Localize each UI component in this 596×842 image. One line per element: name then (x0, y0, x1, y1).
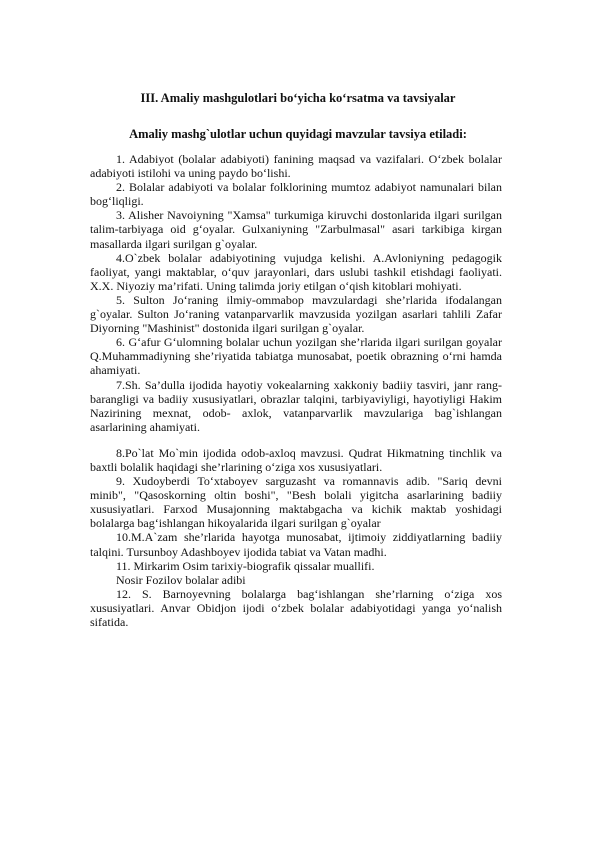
topic-item-7: 7.Sh. Sa’dulla ijodida hayotiy vokealarning xakkoniy badiiy tasviri, janr rang-barangligi va badiiy xususiyatlari, obrazlar talqini, tarbiyaviyligi, hayotiyligi Hakim Nazirining mexnat, odob- axlok, vatanparvarlik mavzulariga bag`ishlangan asarlarining ahamiyati. (90, 377, 502, 434)
topic-list (90, 152, 502, 629)
topic-item-12: 12. S. Barnoyevning bolalarga bag‘ishlangan she’rlarning o‘ziga xos xususiyatlari. Anvar Obidjon ijodi o‘zbek bolalar adabiyotidagi yanga yo‘nalish sifatida. (90, 586, 502, 629)
topic-item-4: 4.O`zbek bolalar adabiyotining vujudga kelishi. A.Avloniyning pedagogik faoliyat, yangi maktablar, o‘quv jarayonlari, dars uslubi tashkil etishdagi faoliyati. X.X. Niyoziy ma’rifati. Uning talimda joriy etilgan o‘qish kitoblari mohiyati. (90, 250, 502, 293)
section-subtitle: Amaliy mashg`ulotlar uchun quyidagi mavzular tavsiya etiladi: (129, 127, 467, 141)
topic-item-11-continued: Nosir Fozilov bolalar adibi (116, 572, 246, 587)
topic-item-1: 1. Adabiyot (bolalar adabiyoti) fanining maqsad va vazifalari. O‘zbek bolalar adabiyoti istilohi va uning paydo bo‘lishi. (90, 152, 502, 181)
topic-item-8: 8.Po`lat Mo`min ijodida odob-axloq mavzusi. Qudrat Hikmatning tinchlik va baxtli bolalik haqidagi she’rlarining o‘ziga xos xususiyatlari. (90, 445, 502, 474)
section-title: III. Amaliy mashgulotlari bo‘yicha ko‘rsatma va tavsiyalar (140, 91, 456, 105)
topic-item-11: 11. Mirkarim Osim tarixiy-biografik qissalar muallifi. (116, 558, 375, 573)
topic-item-6: 6. G‘afur G‘ulomning bolalar uchun yozilgan she’rlarida ilgari surilgan goyalar Q.Muhammadiyning she’riyatida tabiatga munosabat, poetik obrazning o‘rni hamda ahamiyati. (90, 335, 502, 378)
topic-item-3: 3. Alisher Navoiyning "Xamsa" turkumiga kiruvchi dostonlarida ilgari surilgan talim-tarbiyaga oid g‘oyalar. Gulxaniyning "Zarbulmasal" asari tarkibiga kirgan masallarda ilgari surilgan g`oyalar. (90, 208, 502, 251)
topic-item-2: 2. Bolalar adabiyoti va bolalar folklorining mumtoz adabiyot namunalari bilan bog‘liqligi. (90, 180, 502, 209)
topic-item-10: 10.M.A`zam she’rlarida hayotga munosabat, ijtimoiy ziddiyatlarning badiiy talqini. Tursunboy Adashboyev ijodida tabiat va Vatan madhi. (90, 530, 502, 559)
topic-item-5: 5. Sulton Jo‘raning ilmiy-ommabop mavzulardagi she’rlarida ifodalangan g`oyalar. Sulton Jo‘raning vatanparvarlik mavzusida yozilgan asarlari tahlili Zafar Diyorning "Mashinist" dostonida ilgari surilgan g`oyalar. (90, 292, 502, 336)
topic-item-9: 9. Xudoyberdi To‘xtaboyev sarguzasht va romannavis adib. "Sariq devni minib", "Qasoskorning oltin boshi", "Besh bolali yigitcha asarlarining badiiy xususiyatlari. Farxod Musajonning maktabgacha va kichik maktab yoshidagi bolalarga bag‘ishlangan hikoyalarida ilgari surilgan g`oyalar (90, 474, 502, 531)
